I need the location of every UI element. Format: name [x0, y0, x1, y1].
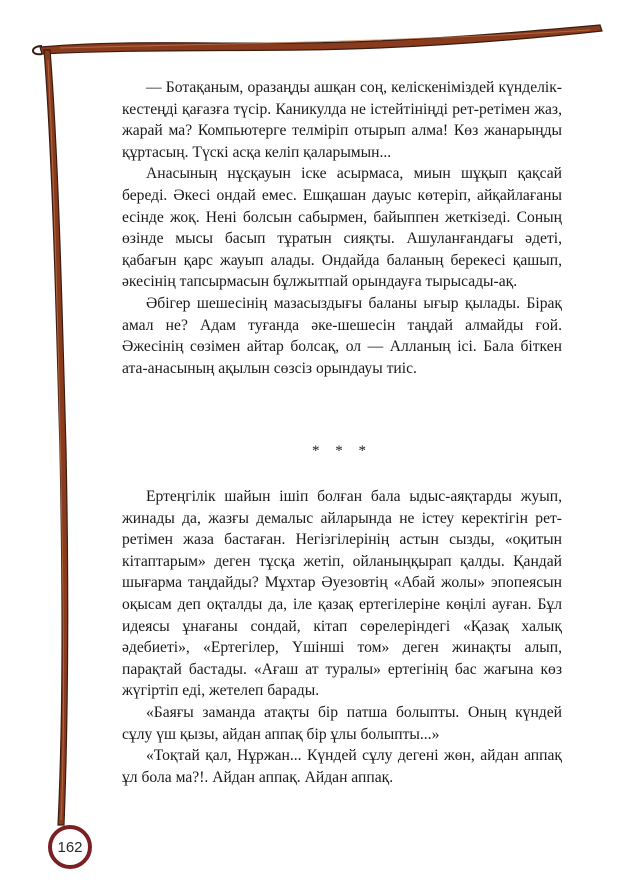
paragraph: «Баяғы заманда атақты бір патша болыпты. Оның күндей сұлу үш қызы, айдан аппақ бір ұлы болыпты...»: [122, 703, 562, 743]
text-block-2: [122, 486, 562, 788]
paragraph: «Тоқтай қал, Нұржан... Күндей сұлу дегені жөн, айдан аппақ ұл бола ма?!. Айдан аппақ. Айдан аппақ.: [122, 747, 562, 786]
paragraph: — Ботақаным, оразаңды ашқан соң, келіскеніміздей күнделік-кестеңді қағазға түсір. Каникулда не істейтініңді рет-ретімен жаз, жарай ма? Компьютерге телміріп отырып алма! Көз жанарыңды құртасың. Түскі асқа келіп қаларымын...: [122, 79, 562, 161]
section-separator: * * *: [312, 443, 372, 459]
paragraph: Анасының нұсқауын іске асырмаса, миын шұқып қақсай береді. Әкесі ондай емес. Ешқашан дауыс көтеріп, айқайлағаны есінде жоқ. Нені болсын сабырмен, байыппен жеткізеді. Соның өзінде мысы басып тұратын сияқты. Ашуланғандағы әдеті, қабағын қарс жауып алады. Ондайда баланың берекесі қашып, әкесінің тапсырмасын бұлжытпай орындауға тырысады-ақ.: [122, 165, 562, 291]
paragraph: Әбігер шешесінің мазасыздығы баланы ығыр қылады. Бірақ амал не? Адам туғанда әке-шешесін таңдай алмайды ғой. Әжесінің сөзімен айтар болсақ, ол — Алланың ісі. Бала біткен ата-анасының ақылын сөзсіз орындауы тиіс.: [122, 294, 562, 377]
page-number: 162: [48, 825, 92, 869]
text-block-1: [122, 77, 562, 379]
paragraph: Ертеңгілік шайын ішіп болған бала ыдыс-аяқтарды жуып, жинады да, жазғы демалыс айларында не істеу керектігін рет-ретімен жаза бастаған. Негізгілерінің астын сызды, «оқитын кітаптарым» деген тұсқа жетіп, ойланыңқырап қалды. Қандай шығарма таңдайды? Мұхтар Әуезовтің «Абай жолы» эпопеясын оқысам деп оқталды да, іле қазақ ертегілеріне көңілі ауған. Бұл идеясы ұнағаны сондай, кітап сөрелеріндегі «Қазақ халық әдебиеті», «Ертегілер, Үшінші том» деген жинақты алып, парақтай бастады. «Ағаш ат туралы» ертегінің бас жағына көз жүгіртіп еді, жетелеп барады.: [122, 488, 562, 700]
